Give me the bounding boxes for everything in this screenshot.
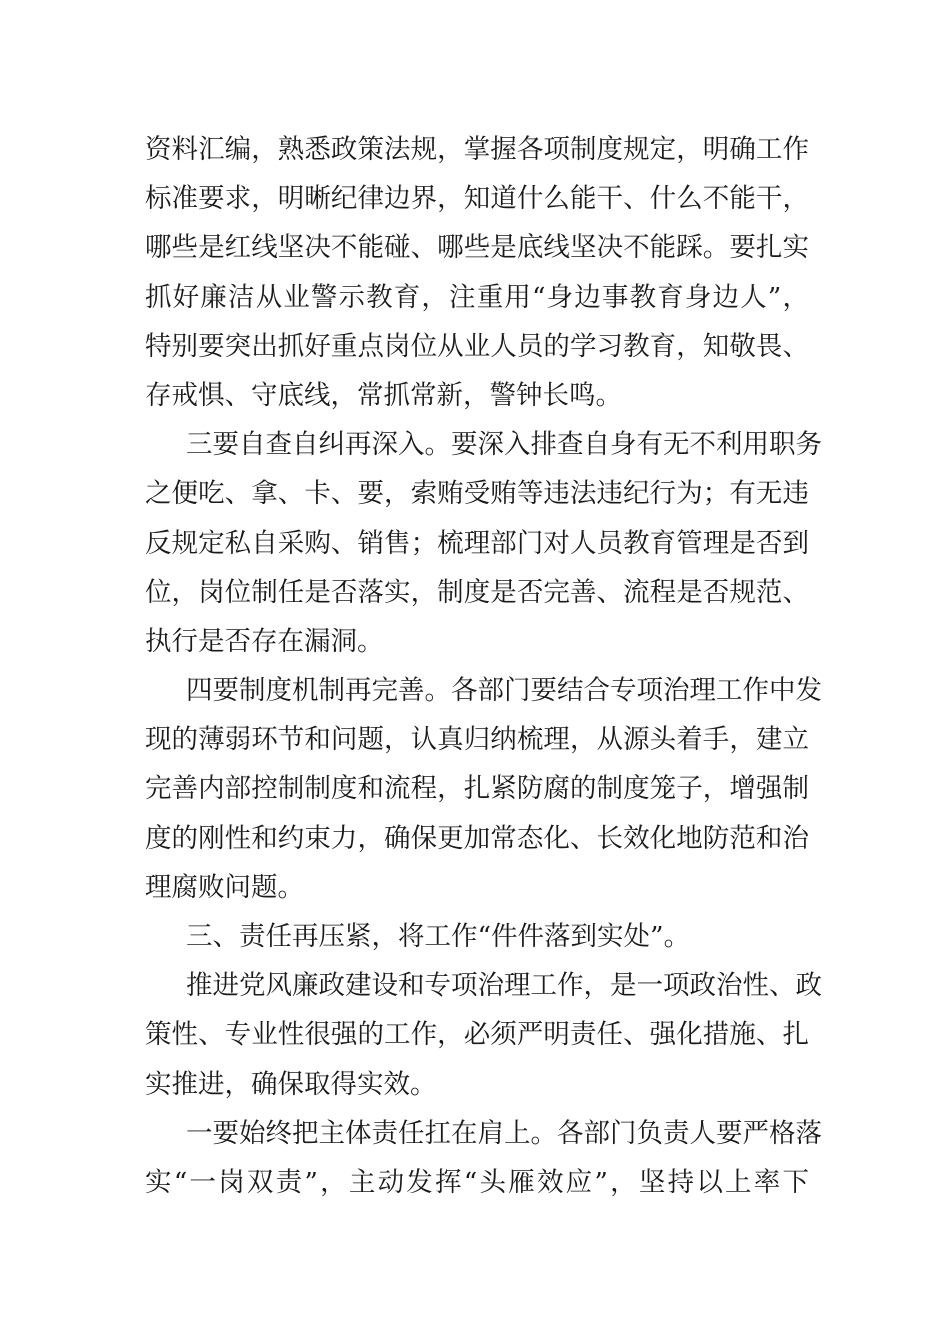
body-text — [145, 125, 822, 1207]
text-line: 哪些是红线坚决不能碰、哪些是底线坚决不能踩。要扎实 — [145, 232, 809, 264]
text-line: 四要制度机制再完善。各部门要结合专项治理工作中发 — [186, 675, 822, 707]
text-line: 理腐败问题。 — [145, 871, 304, 903]
text-line: 之便吃、拿、卡、要，索贿受贿等违法违纪行为；有无违 — [145, 478, 809, 510]
text-line: 存戒惧、守底线，常抓常新，警钟长鸣。 — [145, 379, 622, 411]
text-line: 位，岗位制任是否落实，制度是否完善、流程是否规范、 — [145, 576, 809, 608]
text-line: 完善内部控制制度和流程，扎紧防腐的制度笼子，增强制 — [145, 773, 809, 805]
text-line: 资料汇编，熟悉政策法规，掌握各项制度规定，明确工作 — [145, 134, 809, 165]
text-line: 标准要求，明晰纪律边界，知道什么能干、什么不能干， — [145, 183, 809, 215]
text-line: 实推进，确保取得实效。 — [145, 1068, 437, 1100]
section-heading: 三、责任再压紧，将工作“件件落到实处”。 — [186, 921, 691, 952]
text-line: 实“一岗双责”，主动发挥“头雁效应”，坚持以上率下 — [145, 1166, 809, 1198]
text-line: 现的薄弱环节和问题，认真归纳梳理，从源头着手，建立 — [145, 724, 809, 756]
text-line: 推进党风廉政建设和专项治理工作，是一项政治性、政 — [186, 970, 822, 1002]
text-line: 执行是否存在漏洞。 — [145, 625, 384, 657]
text-line: 三要自查自纠再深入。要深入排查自身有无不利用职务 — [186, 429, 822, 461]
text-line: 一要始终把主体责任扛在肩上。各部门负责人要严格落 — [186, 1117, 822, 1149]
text-line: 抓好廉洁从业警示教育，注重用“身边事教育身边人”， — [145, 281, 809, 313]
text-line: 策性、专业性很强的工作，必须严明责任、强化措施、扎 — [145, 1019, 809, 1051]
text-line: 特别要突出抓好重点岗位从业人员的学习教育，知敬畏、 — [145, 330, 809, 362]
text-line: 反规定私自采购、销售；梳理部门对人员教育管理是否到 — [145, 527, 809, 559]
text-line: 度的刚性和约束力，确保更加常态化、长效化地防范和治 — [145, 822, 809, 854]
